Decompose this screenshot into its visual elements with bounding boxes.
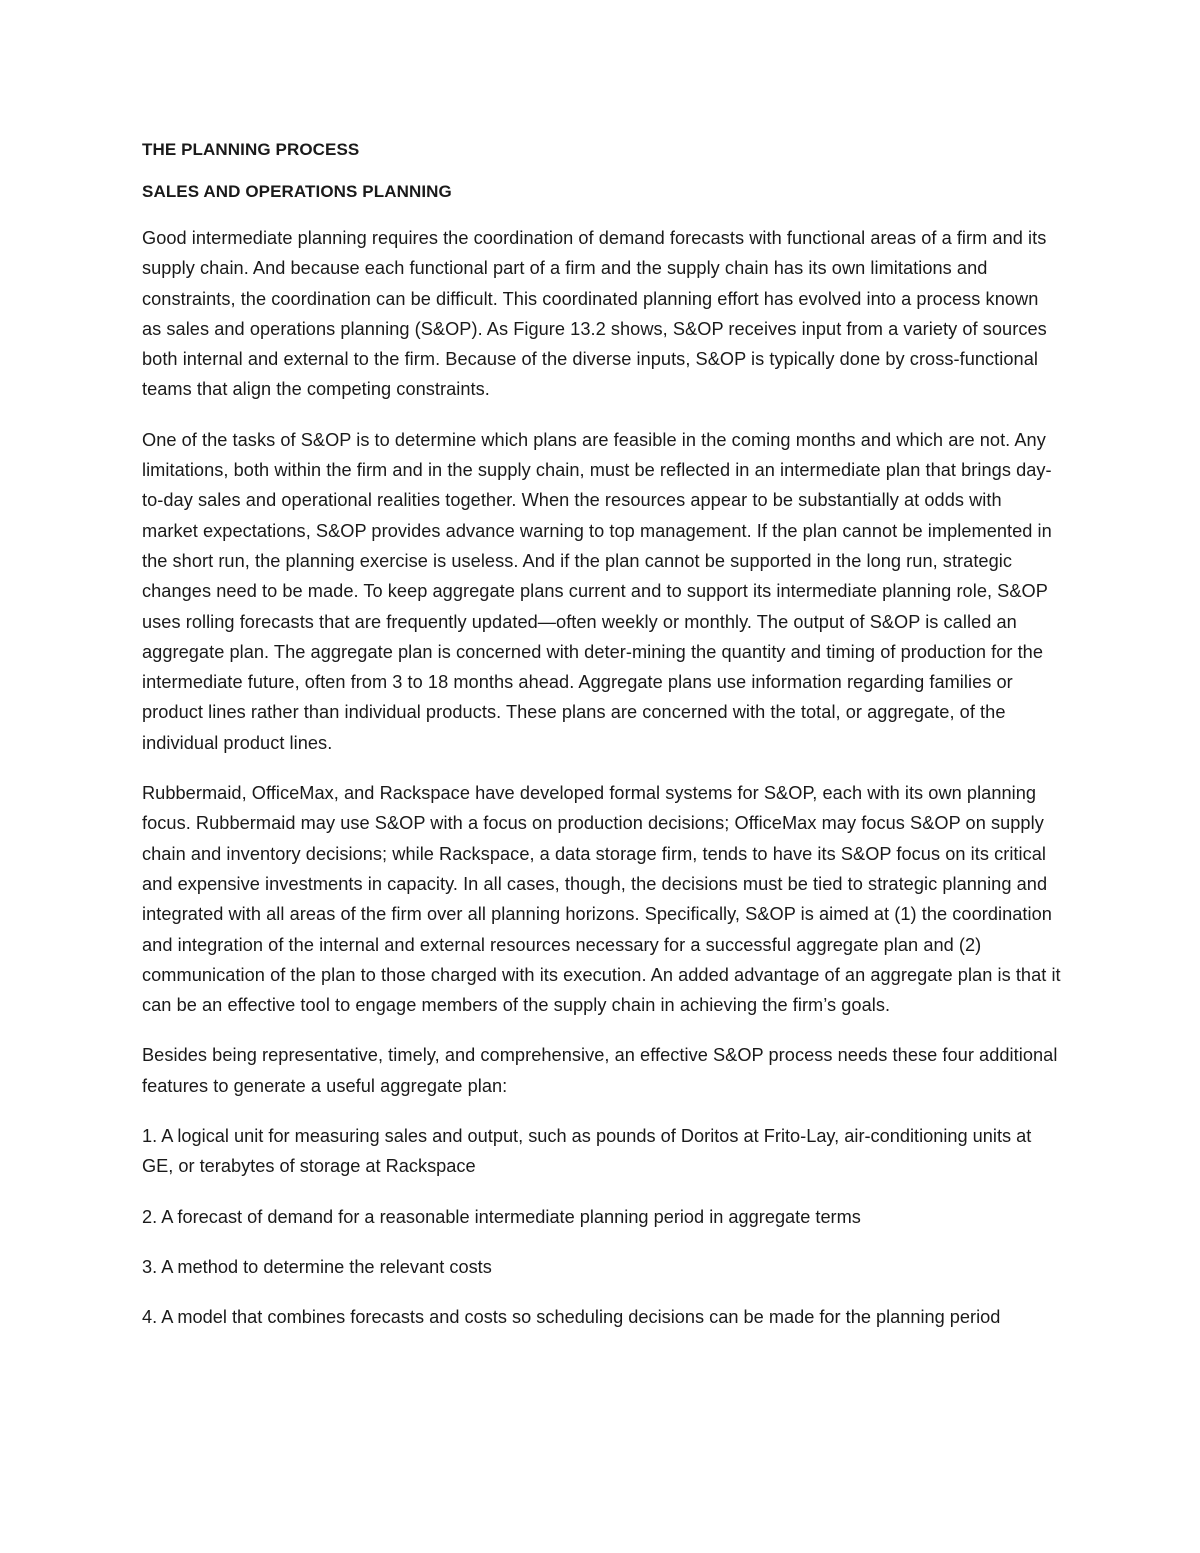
list-item-4: 4. A model that combines forecasts and costs so scheduling decisions can be made for the planning period (142, 1307, 1001, 1328)
paragraph-tasks: One of the tasks of S&OP is to determine which plans are feasible in the coming months and which are not. Any limitations, both within the firm and in the supply chain, must be reflected in an intermediate plan that brings day-to-day sales and operational realities together. When the resources appear to be substantially at odds with market expectations, S&OP provides advance warning to top management. If the plan cannot be implemented in the short run, the planning exercise is useless. And if the plan cannot be supported in the long run, strategic changes need to be made. To keep aggregate plans current and to support its intermediate planning role, S&OP uses rolling forecasts that are frequently updated—often weekly or monthly. The output of S&OP is called an aggregate plan. The aggregate plan is concerned with deter-mining the quantity and timing of production for the intermediate future, often from 3 to 18 months ahead. Aggregate plans use information regarding families or product lines rather than individual products. These plans are concerned with the total, or aggregate, of the individual product lines. (142, 429, 1052, 753)
paragraph-intro: Good intermediate planning requires the coordination of demand forecasts with functional areas of a firm and its supply chain. And because each functional part of a firm and the supply chain has its own limitations and constraints, the coordination can be difficult. This coordinated planning effort has evolved into a process known as sales and operations planning (S&OP). As Figure 13.2 shows, S&OP receives input from a variety of sources both internal and external to the firm. Because of the diverse inputs, S&OP is typically done by cross-functional teams that align the competing constraints. (142, 228, 1047, 400)
section-heading: SALES AND OPERATIONS PLANNING (142, 182, 452, 201)
paragraph-examples: Rubbermaid, OfficeMax, and Rackspace have developed formal systems for S&OP, each with its own planning focus. Rubbermaid may use S&OP with a focus on production decisions; OfficeMax may focus S&OP on supply chain and inventory decisions; while Rackspace, a data storage firm, tends to have its S&OP focus on its critical and expensive investments in capacity. In all cases, though, the decisions must be tied to strategic planning and integrated with all areas of the firm over all planning horizons. Specifically, S&OP is aimed at (1) the coordination and integration of the internal and external resources necessary for a successful aggregate plan and (2) communication of the plan to those charged with its execution. An added advantage of an aggregate plan is that it can be an effective tool to engage members of the supply chain in achieving the firm’s goals. (142, 783, 1061, 1016)
document-title: THE PLANNING PROCESS (142, 140, 360, 159)
list-item-2: 2. A forecast of demand for a reasonable intermediate planning period in aggregate terms (142, 1206, 861, 1227)
list-item-1: 1. A logical unit for measuring sales and output, such as pounds of Doritos at Frito-Lay, air-conditioning units at GE, or terabytes of storage at Rackspace (142, 1126, 1032, 1177)
list-item-3: 3. A method to determine the relevant costs (142, 1256, 492, 1277)
paragraph-features-intro: Besides being representative, timely, and comprehensive, an effective S&OP process needs these four additional features to generate a useful aggregate plan: (142, 1045, 1058, 1096)
document-page (142, 140, 1062, 1353)
